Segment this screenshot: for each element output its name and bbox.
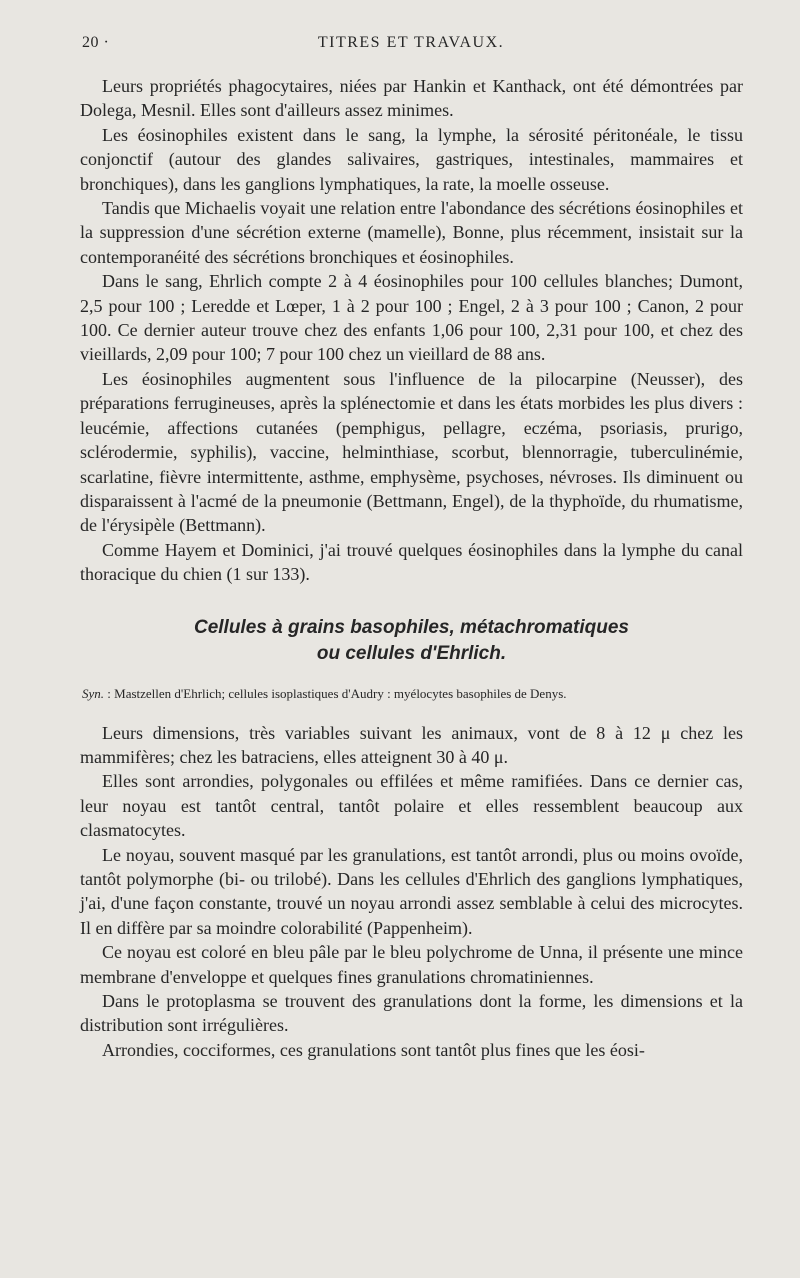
section-heading-line: Cellules à grains basophiles, métachromatiques <box>193 616 630 638</box>
synonyms-text: : Mastzellen d'Ehrlich; cellules isoplastiques d'Audry : myélocytes basophiles de Denys. <box>104 685 567 701</box>
section-heading-line: ou cellules d'Ehrlich. <box>316 642 507 664</box>
synonyms-line <box>80 685 743 703</box>
paragraph: Les éosinophiles existent dans le sang, la lymphe, la sérosité péritonéale, le tissu conjonctif (autour des glandes salivaires, gastriques, intestinales, mammaires et bronchiques), dans les ganglions lymphatiques, la rate, la moelle osseuse. <box>80 124 743 194</box>
paragraph: Tandis que Michaelis voyait une relation entre l'abondance des sécrétions éosinophiles et la suppression d'une sécrétion externe (mamelle), Bonne, plus récemment, insistait sur la contemporanéité des sécrétions bronchiques et éosinophiles. <box>80 198 743 267</box>
section-heading <box>80 615 743 667</box>
body-text <box>80 74 743 1062</box>
paragraph: Comme Hayem et Dominici, j'ai trouvé quelques éosinophiles dans la lymphe du canal thoracique du chien (1 sur 133). <box>80 539 743 585</box>
page-header <box>82 34 740 58</box>
paragraph: Arrondies, cocciformes, ces granulations sont tantôt plus fines que les éosi- <box>102 1039 645 1060</box>
paragraph: Dans le sang, Ehrlich compte 2 à 4 éosinophiles pour 100 cellules blanches; Dumont, 2,5 pour 100 ; Leredde et Lœper, 1 à 2 pour 100 ; Engel, 2 à 3 pour 100 ; Canon, 2 pour 100. Ce dernier auteur trouve chez des enfants 1,06 pour 100, 2,31 pour 100, et chez des vieillards, 2,09 pour 100; 7 pour 100 chez un vieillard de 88 ans. <box>80 271 743 365</box>
synonyms-label: Syn. <box>82 685 105 701</box>
paragraph: Elles sont arrondies, polygonales ou effilées et même ramifiées. Dans ce dernier cas, leur noyau est tantôt central, tantôt polaire et elles ressemblent beaucoup aux clasmatocytes. <box>80 771 743 841</box>
paragraph: Les éosinophiles augmentent sous l'influence de la pilocarpine (Neusser), des préparations ferrugineuses, après la splénectomie et dans les états morbides les plus divers : leucémie, affections cutanées (pemphigus, pellagre, eczéma, psoriasis, prurigo, sclérodermie, syphilis), vaccine, helminthiase, scorbut, blennorragie, tuberculinémie, scarlatine, fièvre intermittente, asthme, emphysème, psychoses, névroses. Ils diminuent ou disparaissent à l'acmé de la pneumonie (Bettmann, Engel), de la thyphoïde, du rhumatisme, de l'érysipèle (Bettmann). <box>80 368 743 536</box>
paragraph: Dans le protoplasma se trouvent des granulations dont la forme, les dimensions et la distribution sont irrégulières. <box>80 991 743 1036</box>
page-number: 20 · <box>82 34 110 51</box>
paragraph: Leurs propriétés phagocytaires, niées par Hankin et Kanthack, ont été démontrées par Dolega, Mesnil. Elles sont d'ailleurs assez minimes. <box>80 76 743 121</box>
paragraph: Leurs dimensions, très variables suivant les animaux, vont de 8 à 12 μ chez les mammifères; chez les batraciens, elles atteignent 30 à 40 μ. <box>80 722 743 767</box>
paragraph: Ce noyau est coloré en bleu pâle par le bleu polychrome de Unna, il présente une mince membrane d'enveloppe et quelques fines granulations chromatiniennes. <box>80 942 743 987</box>
running-title: TITRES ET TRAVAUX. <box>317 34 505 51</box>
paragraph: Le noyau, souvent masqué par les granulations, est tantôt arrondi, plus ou moins ovoïde, tantôt polymorphe (bi- ou trilobé). Dans les cellules d'Ehrlich des ganglions lymphatiques, j'ai, d'une façon constante, trouvé un noyau arrondi assez semblable à celui des microcytes. Il en diffère par sa moindre colorabilité (Pappenheim). <box>80 844 743 938</box>
